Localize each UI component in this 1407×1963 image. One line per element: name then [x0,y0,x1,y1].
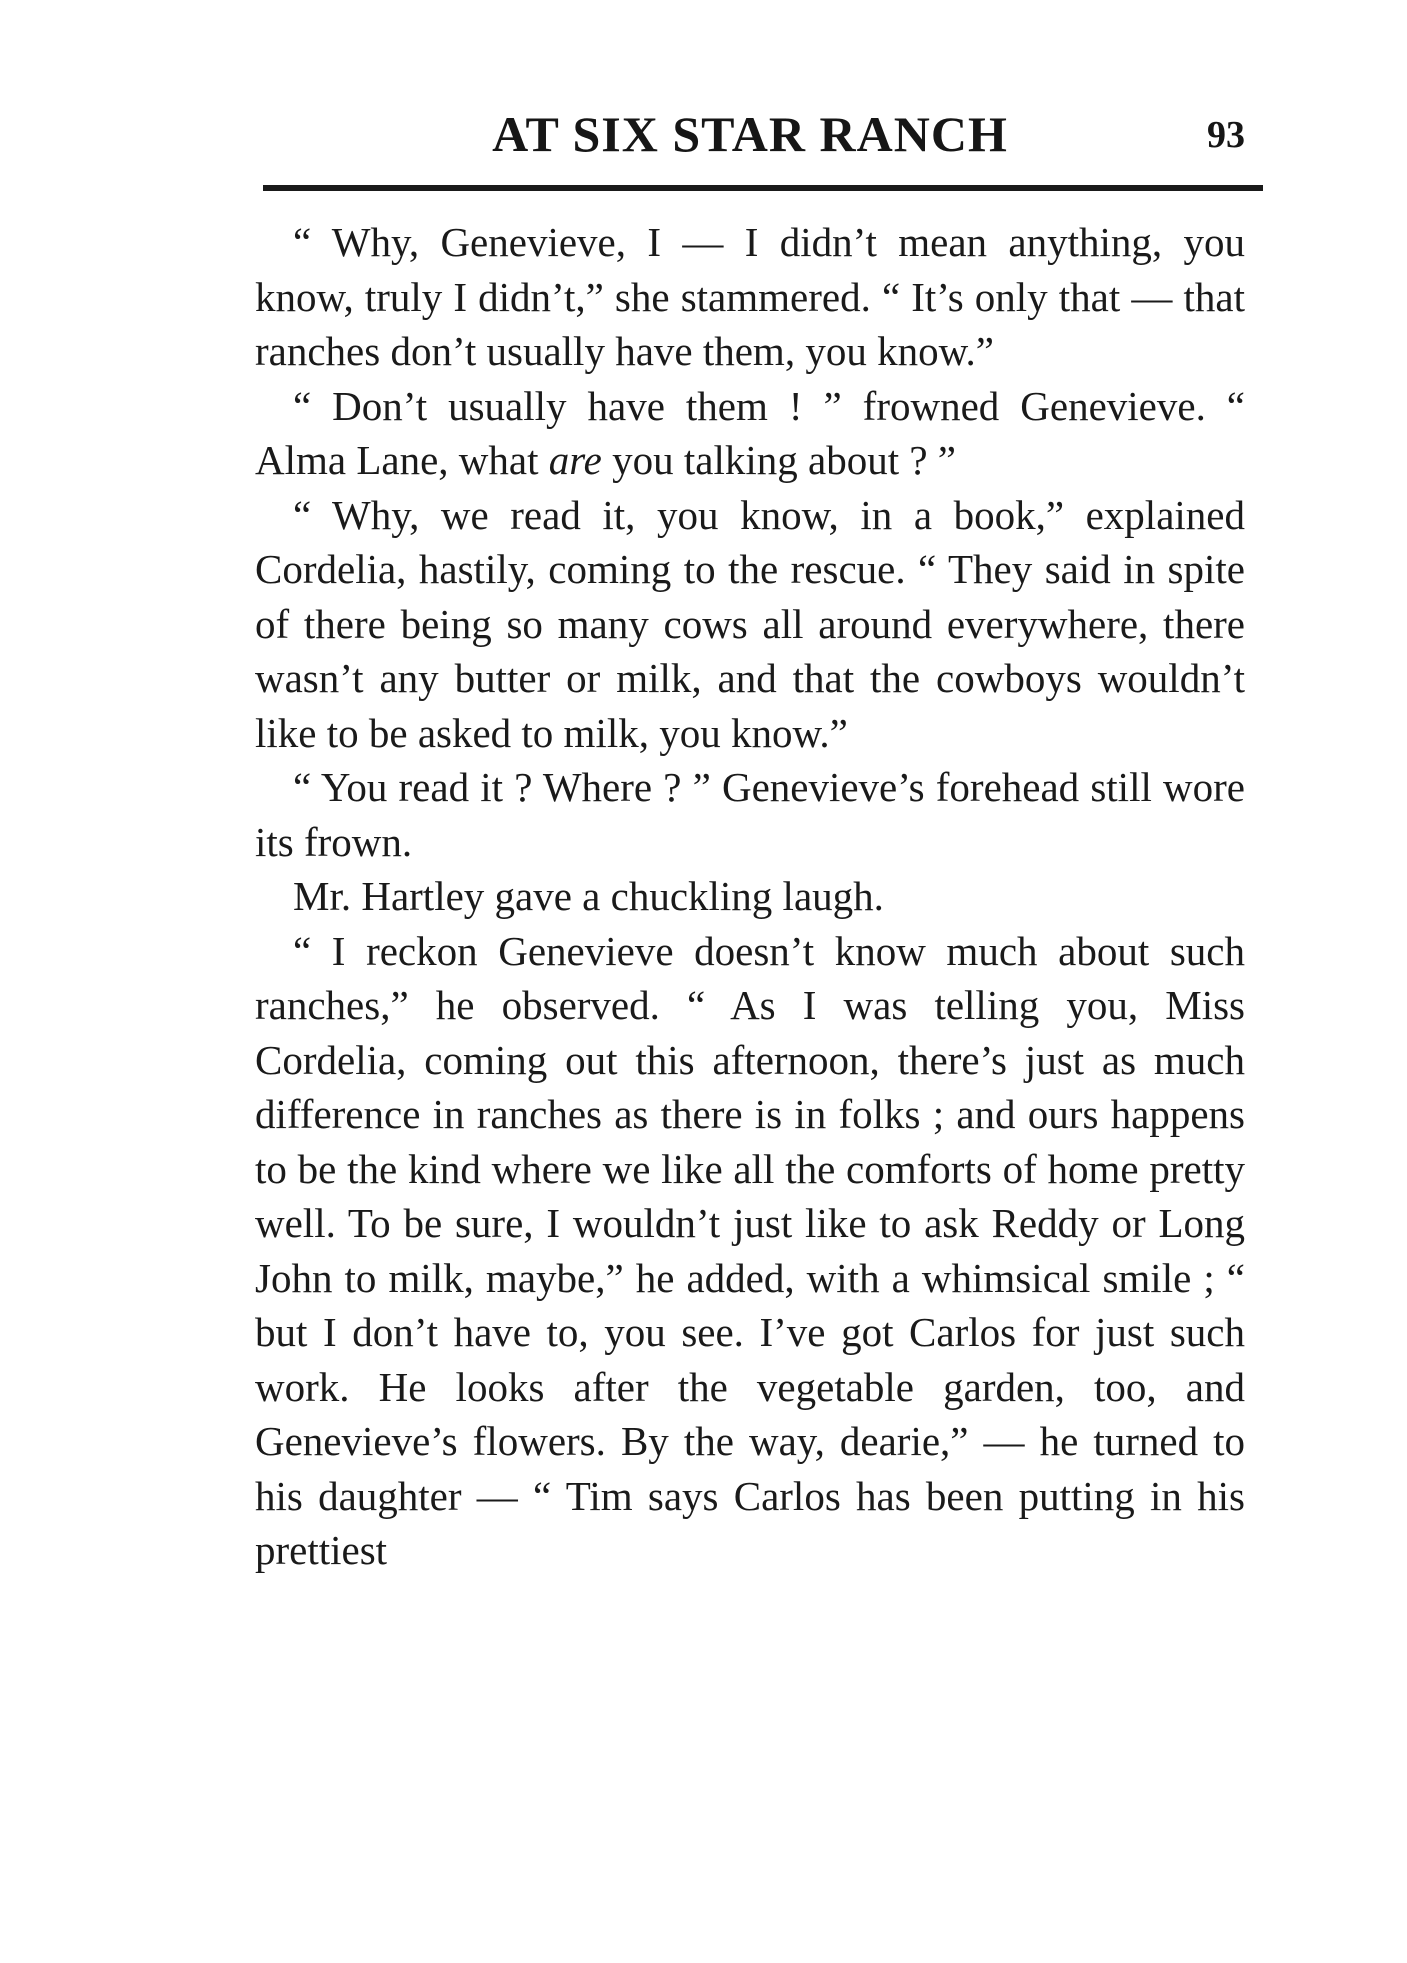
book-page [255,95,1245,1578]
paragraph: “ Why, we read it, you know, in a book,” explained Cordelia, hastily, coming to the rescue. “ They said in spite of there being so many cows all around everywhere, there wasn’t any butter or milk, and that the cowboys wouldn’t like to be asked to milk, you know.” [255,491,1245,756]
paragraph-text: “ Don’t usually have them ! ” frowned Genevieve. “ Alma Lane, what [255,382,1245,483]
running-head [255,95,1245,175]
header-rule [263,185,1263,191]
paragraph [255,379,1245,488]
body-text [255,215,1245,1578]
running-head-title: AT SIX STAR RANCH [492,106,1008,162]
paragraph: “ Why, Genevieve, I — I didn’t mean anything, you know, truly I didn’t,” she stammered. “ It’s only that — that ranches don’t usually have them, you know.” [255,219,1245,374]
paragraph: “ I reckon Genevieve doesn’t know much about such ranches,” he observed. “ As I was telling you, Miss Cordelia, coming out this afternoon, there’s just as much difference in ranches as there is in folks ; and ours happens to be the kind where we like all the comforts of home pretty well. To be sure, I wouldn’t just like to ask Reddy or Long John to milk, maybe,” he added, with a whimsical smile ; “ but I don’t have to, you see. I’ve got Carlos for just such work. He looks after the vegetable garden, too, and Genevieve’s flowers. By the way, dearie,” — he turned to his daughter — “ Tim says Carlos has been putting in his prettiest [255,927,1245,1573]
italic-word: are [548,437,602,483]
page-number: 93 [1207,114,1245,156]
paragraph: Mr. Hartley gave a chuckling laugh. [293,873,884,919]
paragraph: “ You read it ? Where ? ” Genevieve’s forehead still wore its frown. [255,764,1245,865]
paragraph-text: you talking about ? ” [612,437,956,483]
